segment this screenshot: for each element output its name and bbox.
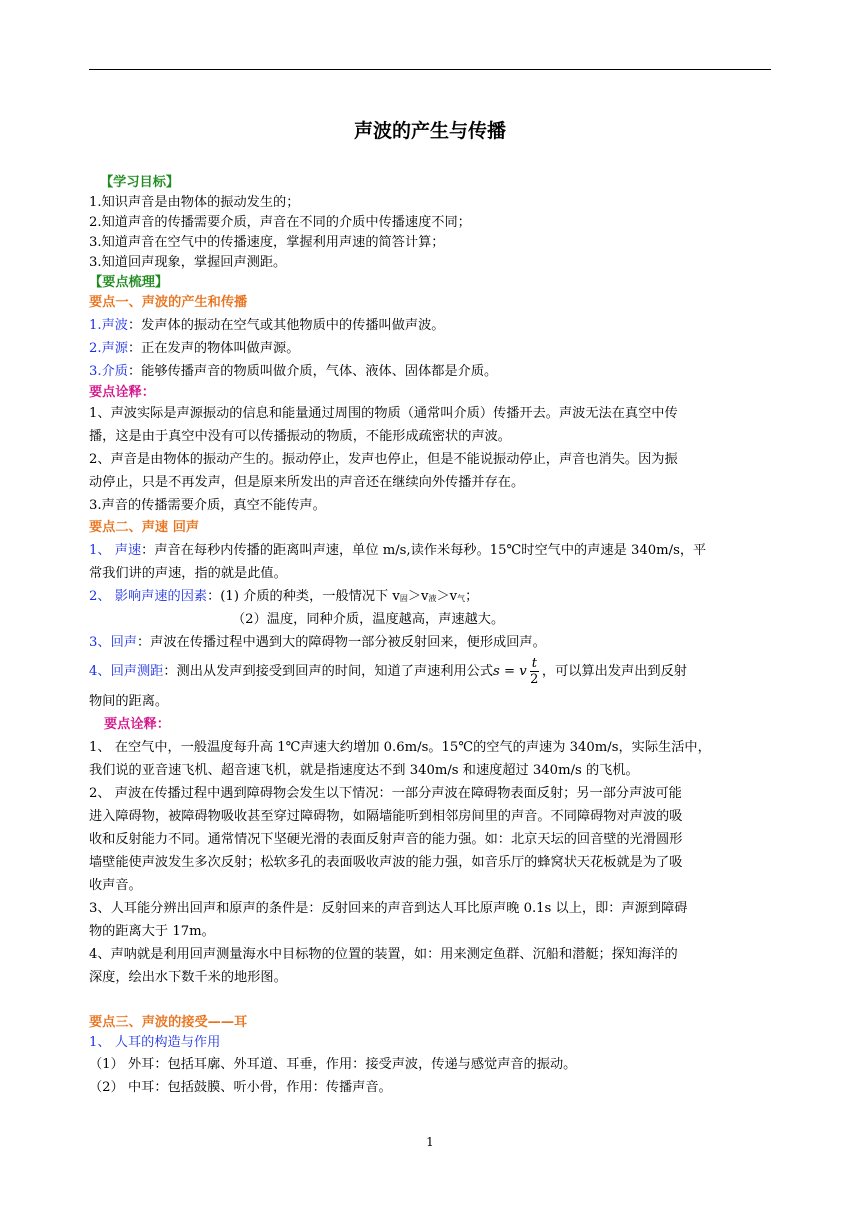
note-line: 我们说的亚音速飞机、超音速飞机，就是指速度达不到 340m/s 和速度超过 340m/s 的飞机。 <box>89 763 639 778</box>
note-line: 进入障碍物，被障碍物吸收甚至穿过障碍物，如隔墙能听到相邻房间里的声音。不同障碍物对声波的吸 <box>89 809 683 824</box>
note-line: 收声音。 <box>89 878 142 893</box>
factor-line-2: （2）温度，同种介质，温度越高，声速越大。 <box>232 612 505 627</box>
note-line: 4、声呐就是利用回声测量海水中目标物的位置的装置，如：用来测定鱼群、沉船和潜艇；探知海洋的 <box>89 947 678 962</box>
subscript-solid: 固 <box>399 594 408 603</box>
echo-line <box>89 631 773 655</box>
comparison-symbol: ＞v <box>407 589 429 604</box>
definition-text: ：正在发声的物体叫做声源。 <box>127 341 300 356</box>
factor-line <box>89 585 773 609</box>
formula-fraction <box>530 656 539 687</box>
factor-end: ； <box>465 589 479 604</box>
note-line: 收和反射能力不同。通常情况下坚硬光滑的表面反射声音的能力强。如：北京天坛的回音壁的光滑圆形 <box>89 832 683 847</box>
section-heading: 要点二、声速 回声 <box>89 520 200 535</box>
page-title: 声波的产生与传播 <box>353 120 506 142</box>
note-line: 深度，绘出水下数千米的地形图。 <box>89 970 287 985</box>
note-line: 墙壁能使声波发生多次反射；松软多孔的表面吸收声波的能力强，如音乐厅的蜂窝状天花板就是为了吸 <box>89 855 683 870</box>
goal-item: 1.知识声音是由物体的振动发生的； <box>89 195 300 210</box>
note-line: 3.声音的传播需要介质，真空不能传声。 <box>89 498 326 513</box>
speed-text: ：声音在每秒内传播的距离叫声速，单位 m/s,读作米每秒。15℃时空气中的声速是 340m/s，平 <box>141 543 707 558</box>
note-line: 动停止，只是不再发声，但是原来所发出的声音还在继续向外传播并存在。 <box>89 475 525 490</box>
formula-s: s <box>493 664 500 679</box>
subscript-liquid: 液 <box>428 594 437 603</box>
subsection-heading: 1、 人耳的构造与作用 <box>89 1035 221 1050</box>
definition-term: 3.介质 <box>89 364 128 379</box>
factor-term: 2、 影响声速的因素 <box>89 589 208 604</box>
goals-header: 【学习目标】 <box>100 175 180 190</box>
definition-text: ：能够传播声音的物质叫做介质，气体、液体、固体都是介质。 <box>127 364 498 379</box>
speed-line-2: 常我们讲的声速，指的就是此值。 <box>89 566 287 581</box>
range-term: 4、回声测距 <box>89 664 164 679</box>
range-line-2: 物间的距离。 <box>89 694 169 709</box>
definition-item <box>89 337 773 361</box>
speed-line <box>89 539 773 563</box>
echo-term: 3、回声 <box>89 635 137 650</box>
formula-v: v <box>519 664 527 679</box>
definition-term: 2.声源 <box>89 341 128 356</box>
definition-item <box>89 314 773 338</box>
range-text: ：测出从发声到接受到回声的时间，知道了声速利用公式 <box>163 664 494 679</box>
ear-item: （1） 外耳：包括耳廓、外耳道、耳垂，作用：接受声波，传递与感觉声音的振动。 <box>89 1057 577 1072</box>
fraction-numerator: t <box>531 656 537 671</box>
points-header: 【要点梳理】 <box>89 275 169 290</box>
speed-term: 1、 声速 <box>89 543 142 558</box>
comparison-symbol: ＞v <box>436 589 458 604</box>
note-line: 1、 在空气中，一般温度每升高 1℃声速大约增加 0.6m/s。15℃的空气的声速为 340m/s，实际生活中， <box>89 740 711 755</box>
goal-item: 3.知道声音在空气中的传播速度，掌握利用声速的简答计算； <box>89 235 445 250</box>
range-text-end: ，可以算出发声出到反射 <box>541 664 687 679</box>
factor-text: ：(1) 介质的种类，一般情况下 v <box>207 589 400 604</box>
echo-text: ：声波在传播过程中遇到大的障碍物一部分被反射回来，便形成回声。 <box>136 635 546 650</box>
note-line: 3、人耳能分辨出回声和原声的条件是：反射回来的声音到达人耳比原声晚 0.1s 以上，即：声源到障碍 <box>89 901 688 916</box>
note-line: 物的距离大于 17m。 <box>89 924 215 939</box>
formula-equals: = <box>499 664 520 679</box>
goal-item: 3.知道回声现象，掌握回声测距。 <box>89 255 287 270</box>
section-heading: 要点一、声波的产生和传播 <box>89 295 248 310</box>
ear-item: （2） 中耳：包括鼓膜、听小骨，作用：传播声音。 <box>89 1080 392 1095</box>
note-line: 1、声波实际是声源振动的信息和能量通过周围的物质（通常叫介质）传播开去。声波无法在真空中传 <box>89 406 678 421</box>
page-number: 1 <box>426 1135 434 1149</box>
subscript-gas: 气 <box>457 594 466 603</box>
range-line <box>89 656 773 686</box>
note-header: 要点诠释： <box>104 717 170 732</box>
note-line: 2、声音是由物体的振动产生的。振动停止，发声也停止，但是不能说振动停止，声音也消失。因为振 <box>89 452 678 467</box>
fraction-denominator: 2 <box>530 672 539 687</box>
section-heading: 要点三、声波的接受——耳 <box>89 1015 248 1030</box>
goal-item: 2.知道声音的传播需要介质，声音在不同的介质中传播速度不同； <box>89 215 471 230</box>
note-line: 播，这是由于真空中没有可以传播振动的物质，不能形成疏密状的声波。 <box>89 429 511 444</box>
definition-term: 1.声波 <box>89 318 128 333</box>
note-line: 2、 声波在传播过程中遇到障碍物会发生以下情况：一部分声波在障碍物表面反射；另一部分声波可能 <box>89 786 682 801</box>
header-rule <box>89 69 771 70</box>
definition-text: ：发声体的振动在空气或其他物质中的传播叫做声波。 <box>127 318 445 333</box>
note-header: 要点诠释： <box>89 385 155 400</box>
